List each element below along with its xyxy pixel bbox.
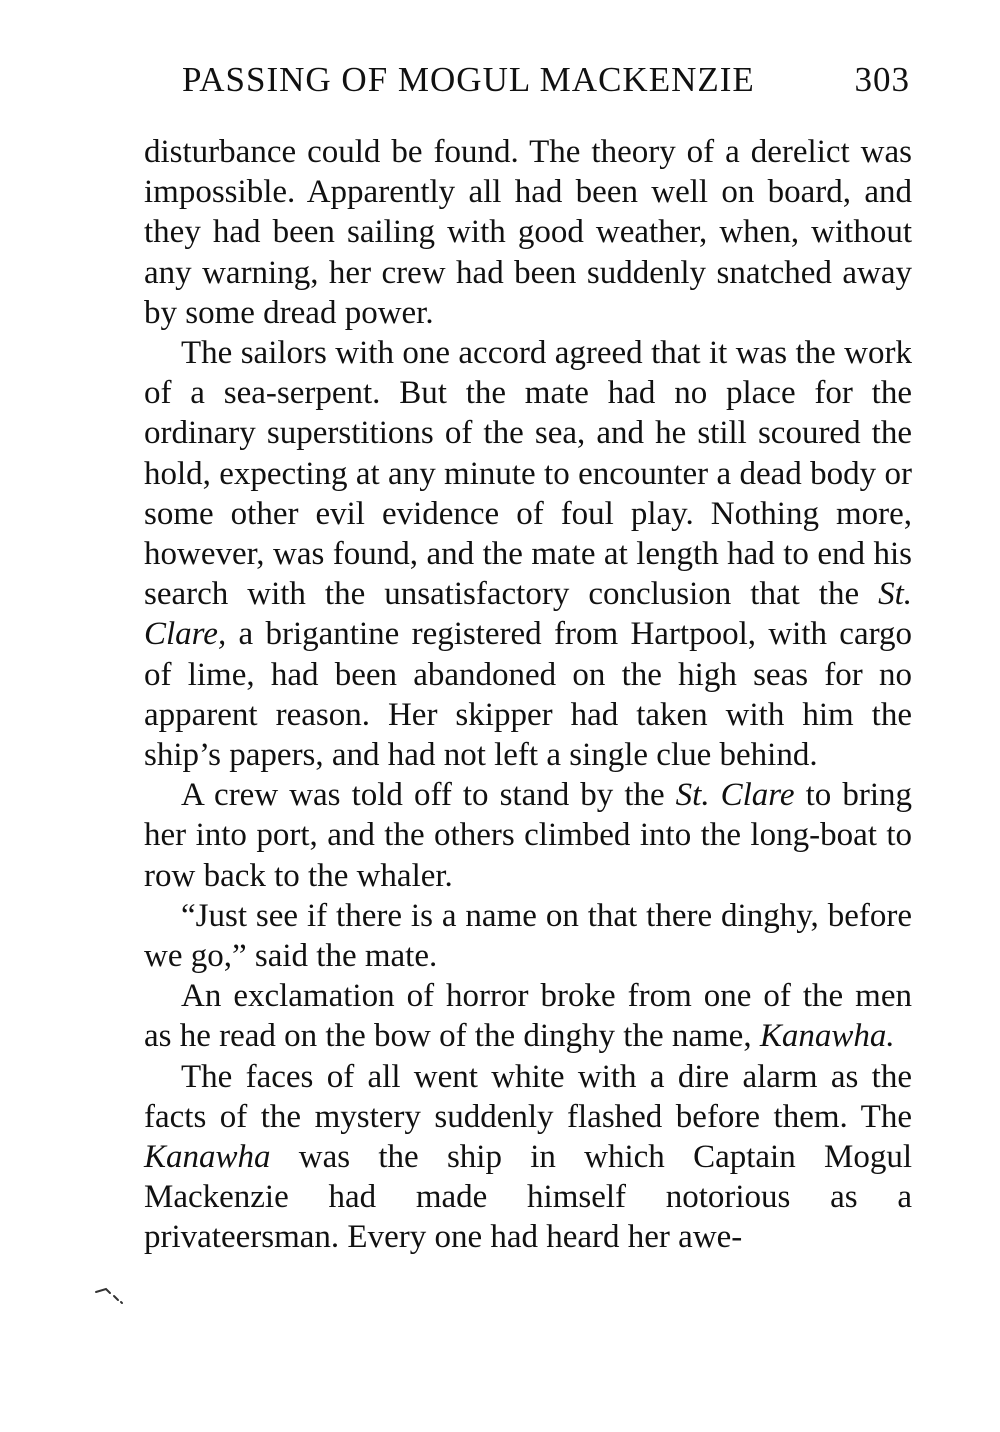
paragraph (144, 896, 912, 976)
paragraph (144, 1057, 912, 1258)
text-run: a brigantine registered from Hartpool, with cargo of lime, had been abandoned on the high seas for no apparent reason. Her skipper had taken with him the ship’s papers, and had not left a single clue behind. (144, 616, 912, 774)
text-run: disturbance could be found. The theory of a derelict was impossible. Apparently all had been well on board, and they had been sailing with good weather, when, without any warning, her crew had been suddenly snatched away by some dread power. (144, 134, 912, 331)
text-run: was the ship in which Captain Mogul Mackenzie had made himself notorious as a privateersman. Every one had heard her awe- (144, 1139, 912, 1256)
paragraph (144, 775, 912, 896)
paragraph (144, 132, 912, 333)
book-page (144, 56, 912, 1258)
running-head (144, 56, 912, 112)
ship-name: Kanawha (144, 1139, 271, 1176)
ink-speck-mark (94, 1286, 124, 1306)
page-number: 303 (854, 60, 910, 99)
running-title: PASSING OF MOGUL MACKENZIE (182, 60, 755, 99)
text-run: to bring her into port, and the others climbed into the long-boat to row back to the whaler. (144, 777, 912, 894)
text-run: “Just see if there is a name on that there dinghy, before we go,” said the mate. (144, 897, 912, 975)
ship-name: St. Clare, (144, 576, 912, 653)
text-run: The faces of all went white with a dire alarm as the facts of the mystery suddenly flashed before them. The (144, 1058, 912, 1135)
ship-name: St. Clare (675, 777, 795, 814)
body-text (144, 132, 912, 1258)
ship-name: Kanawha. (759, 1018, 895, 1055)
paragraph (144, 976, 912, 1056)
text-run: A crew was told off to stand by the (181, 777, 676, 814)
text-run: The sailors with one accord agreed that it was the work of a sea-serpent. But the mate had no place for the ordinary superstitions of the sea, and he still scoured the hold, expecting at any minute to encounter a dead body or some other evil evidence of foul play. Nothing more, however, was found, and the mate at length had to end his search with the unsatisfactory conclusion that the (144, 335, 912, 613)
text-run: An exclamation of horror broke from one of the men as he read on the bow of the dinghy the name, (144, 978, 912, 1055)
paragraph (144, 333, 912, 775)
